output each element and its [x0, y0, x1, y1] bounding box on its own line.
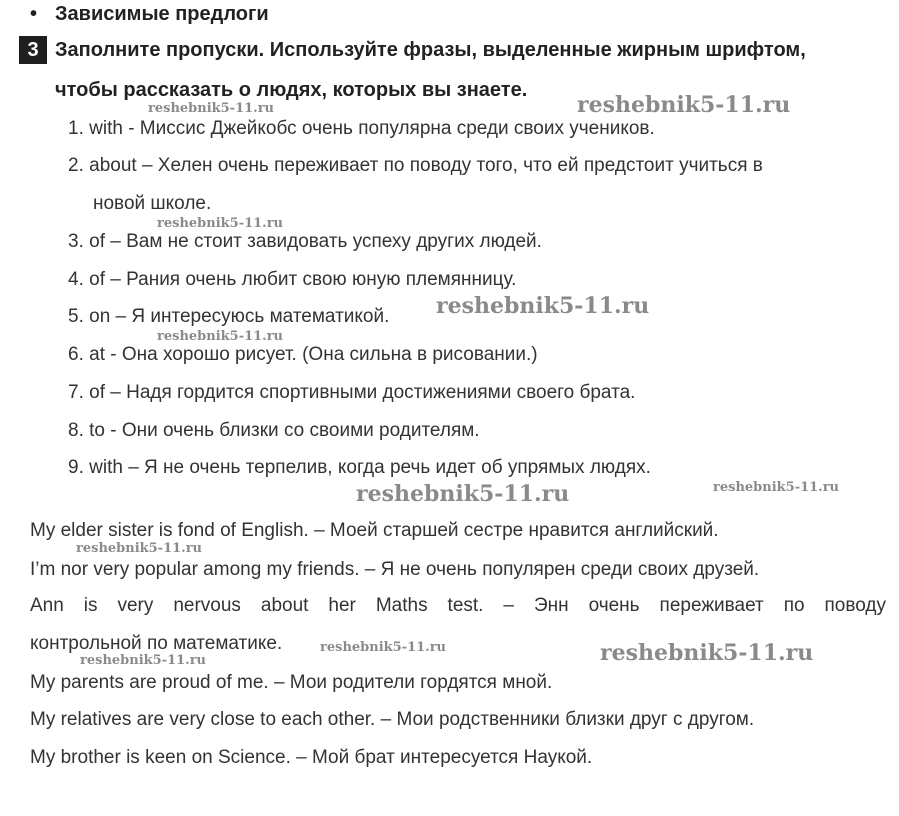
watermark: reshebnik5-11.ru — [600, 640, 814, 666]
task-instruction-line1: Заполните пропуски. Используйте фразы, выделенные жирным шрифтом, — [55, 39, 806, 61]
watermark: reshebnik5-11.ru — [436, 293, 650, 319]
watermark: reshebnik5-11.ru — [577, 92, 791, 118]
answer-item-continuation: новой школе. — [93, 193, 212, 214]
watermark: reshebnik5-11.ru — [157, 329, 284, 344]
answer-item: 6. at - Она хорошо рисует. (Она сильна в рисовании.) — [68, 344, 538, 365]
answer-item: 7. of – Надя гордится спортивными достижениями своего брата. — [68, 382, 636, 403]
watermark: reshebnik5-11.ru — [320, 640, 447, 655]
watermark: reshebnik5-11.ru — [148, 101, 275, 116]
answer-item: 4. of – Рания очень любит свою юную племянницу. — [68, 269, 517, 290]
answer-item: 2. about – Хелен очень переживает по поводу того, что ей предстоит учиться в — [68, 155, 763, 176]
answer-item: 1. with - Миссис Джейкобс очень популярна среди своих учеников. — [68, 118, 655, 139]
watermark: reshebnik5-11.ru — [76, 541, 203, 556]
task-number-badge: 3 — [19, 36, 47, 64]
section-heading: Зависимые предлоги — [55, 3, 269, 25]
watermark: reshebnik5-11.ru — [157, 216, 284, 231]
bullet-icon: • — [30, 3, 38, 25]
example-sentence: My elder sister is fond of English. – Моей старшей сестре нравится английский. — [30, 520, 719, 541]
answer-item: 3. of – Вам не стоит завидовать успеху других людей. — [68, 231, 542, 252]
task-instruction-line2: чтобы рассказать о людях, которых вы знаете. — [55, 79, 528, 101]
example-sentence: My brother is keen on Science. – Мой брат интересуется Наукой. — [30, 747, 593, 768]
example-sentence: I’m nor very popular among my friends. – Я не очень популярен среди своих друзей. — [30, 559, 760, 580]
answer-item: 5. on – Я интересуюсь математикой. — [68, 306, 390, 327]
example-sentence: Ann is very nervous about her Maths test. – Энн очень переживает по поводу — [30, 595, 886, 616]
watermark: reshebnik5-11.ru — [713, 480, 840, 495]
answer-item: 9. with – Я не очень терпелив, когда речь идет об упрямых людях. — [68, 457, 651, 478]
watermark: reshebnik5-11.ru — [80, 653, 207, 668]
example-sentence: My relatives are very close to each other. – Мои родственники близки друг с другом. — [30, 709, 755, 730]
example-sentence: My parents are proud of me. – Мои родители гордятся мной. — [30, 672, 553, 693]
answer-item: 8. to - Они очень близки со своими родителям. — [68, 420, 480, 441]
watermark: reshebnik5-11.ru — [356, 481, 570, 507]
example-sentence-continuation: контрольной по математике. — [30, 633, 283, 654]
